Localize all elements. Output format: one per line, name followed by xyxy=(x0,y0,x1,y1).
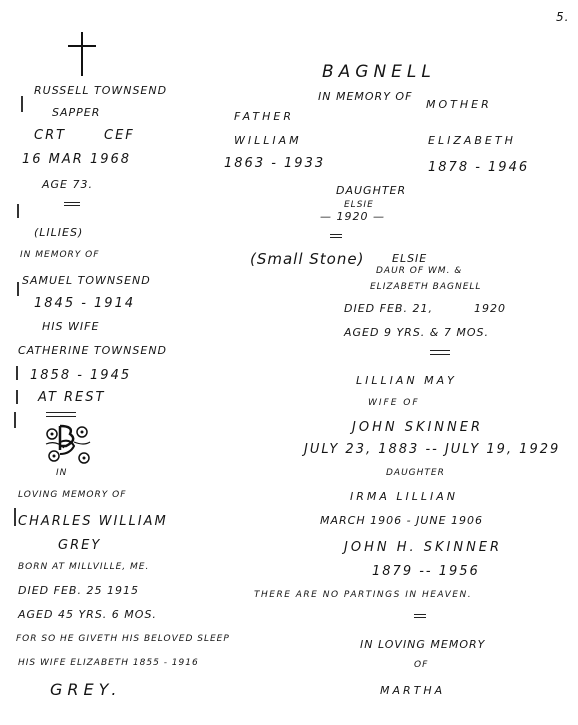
page-number: 5. xyxy=(556,10,570,24)
john-h-skinner: JOHN H. SKINNER xyxy=(344,540,503,555)
charles-surname: GREY xyxy=(58,538,102,553)
john-dates: JULY 23, 1883 -- JULY 19, 1929 xyxy=(304,442,561,457)
father-name: WILLIAM xyxy=(234,134,302,147)
charles-name: CHARLES WILLIAM xyxy=(18,514,168,529)
martha-name: MARTHA xyxy=(380,684,446,697)
double-rule xyxy=(46,416,76,417)
charles-born: BORN AT MILLVILLE, ME. xyxy=(18,562,150,572)
lilies-note: (LILIES) xyxy=(34,226,84,239)
samuel-years: 1845 - 1914 xyxy=(34,296,136,311)
monogram-emblem-icon xyxy=(40,420,100,470)
elsie-name: ELSIE xyxy=(392,252,428,265)
charles-verse: FOR SO HE GIVETH HIS BELOVED SLEEP xyxy=(16,634,230,644)
elsie-daur: DAUR OF WM. & xyxy=(376,266,463,276)
double-rule xyxy=(64,205,80,206)
margin-bar xyxy=(17,204,19,218)
double-rule xyxy=(330,237,342,238)
russell-unit-a: CRT xyxy=(34,128,67,143)
catherine-years: 1858 - 1945 xyxy=(30,368,132,383)
double-rule xyxy=(430,354,450,355)
elsie-died-year: 1920 xyxy=(474,302,506,315)
charles-aged: AGED 45 YRS. 6 MOS. xyxy=(18,608,157,621)
irma-dates: MARCH 1906 - JUNE 1906 xyxy=(320,514,484,527)
russell-age: AGE 73. xyxy=(42,178,93,191)
john-skinner: JOHN SKINNER xyxy=(352,420,484,435)
martha-of: OF xyxy=(414,660,429,670)
samuel-his-wife: HIS WIFE xyxy=(42,320,100,333)
double-rule xyxy=(64,202,80,203)
charles-died: DIED FEB. 25 1915 xyxy=(18,584,139,597)
double-rule xyxy=(330,234,342,235)
double-rule xyxy=(46,412,76,413)
martha-in-loving: IN LOVING MEMORY xyxy=(360,638,486,651)
mother-years: 1878 - 1946 xyxy=(428,160,530,175)
daughter-label: DAUGHTER xyxy=(336,184,407,197)
double-rule xyxy=(430,350,450,351)
daughter2-label: DAUGHTER xyxy=(386,468,445,478)
catherine-name: CATHERINE TOWNSEND xyxy=(18,344,168,357)
bagnell-title: BAGNELL xyxy=(322,62,436,82)
daughter-year: — 1920 — xyxy=(320,210,385,223)
double-rule xyxy=(414,614,426,615)
father-label: FATHER xyxy=(234,110,294,123)
russell-date: 16 MAR 1968 xyxy=(22,152,132,167)
russell-rank: SAPPER xyxy=(52,106,101,119)
elsie-aged: AGED 9 YRS. & 7 MOS. xyxy=(344,326,489,339)
daughter-name: ELSIE xyxy=(344,200,374,210)
charles-loving-memory: LOVING MEMORY OF xyxy=(18,490,127,500)
grey-footer: GREY. xyxy=(50,680,122,699)
elsie-parents: ELIZABETH BAGNELL xyxy=(370,282,482,292)
margin-bar xyxy=(21,96,23,112)
small-stone-note: (Small Stone) xyxy=(250,250,365,268)
mother-label: MOTHER xyxy=(426,98,492,111)
irma-name: IRMA LILLIAN xyxy=(350,490,459,503)
father-years: 1863 - 1933 xyxy=(224,156,326,171)
margin-bar xyxy=(17,282,19,296)
double-rule xyxy=(414,617,426,618)
margin-bar xyxy=(16,390,18,404)
russell-name: RUSSELL TOWNSEND xyxy=(34,84,168,97)
margin-bar xyxy=(16,366,18,380)
charles-wife: HIS WIFE ELIZABETH 1855 - 1916 xyxy=(18,658,199,668)
elsie-died: DIED FEB. 21, xyxy=(344,302,433,315)
samuel-in-memory: IN MEMORY OF xyxy=(20,250,100,260)
mother-name: ELIZABETH xyxy=(428,134,516,147)
cross-icon xyxy=(62,30,102,80)
russell-unit-b: CEF xyxy=(104,128,135,143)
lillian-name: LILLIAN MAY xyxy=(356,374,457,387)
wife-of: WIFE OF xyxy=(368,398,420,408)
bagnell-in-memory: IN MEMORY OF xyxy=(318,90,413,103)
samuel-name: SAMUEL TOWNSEND xyxy=(22,274,151,287)
no-partings-verse: THERE ARE NO PARTINGS IN HEAVEN. xyxy=(254,590,473,600)
emblem-in: IN xyxy=(56,468,68,478)
margin-bar xyxy=(14,508,16,526)
at-rest: AT REST xyxy=(38,390,106,405)
john-h-years: 1879 -- 1956 xyxy=(372,564,480,579)
margin-bar xyxy=(14,412,16,428)
